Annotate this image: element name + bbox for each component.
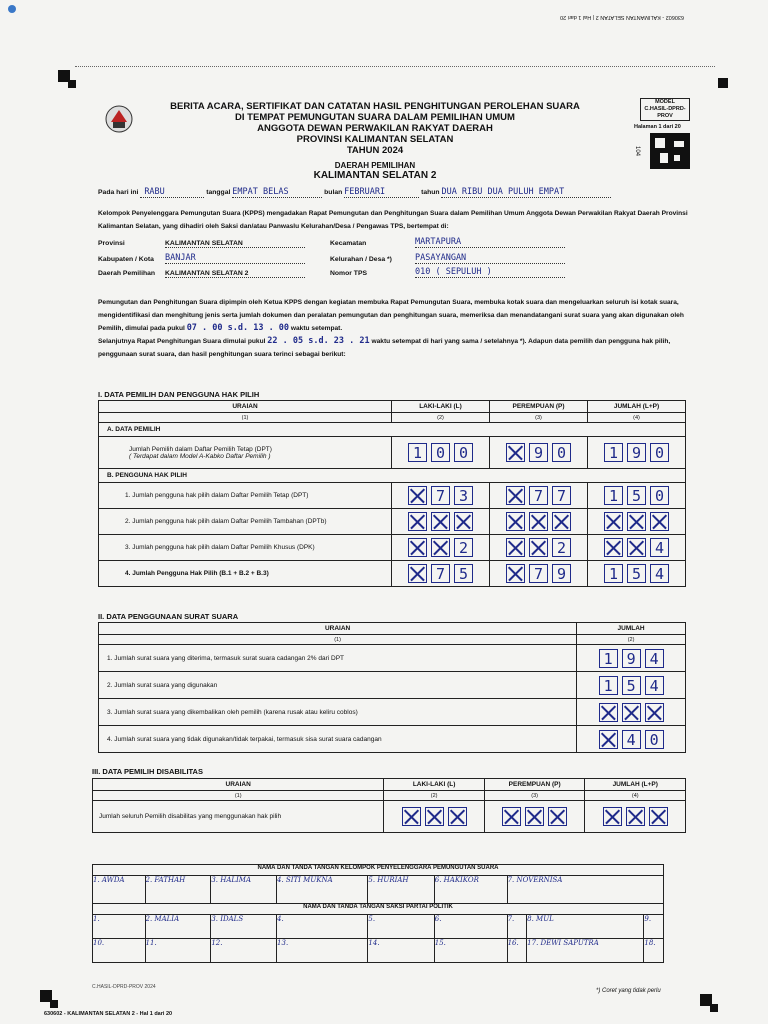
s1-sub: (1) xyxy=(99,413,392,423)
digit-box: 1 xyxy=(604,564,623,583)
crossed-digit-box xyxy=(408,564,427,583)
digit-box: 4 xyxy=(650,538,669,557)
s1-group-b: B. PENGGUNA HAK PILIH xyxy=(99,469,686,483)
digit-box: 1 xyxy=(599,649,618,668)
s1-row-b2-l xyxy=(392,509,490,535)
crossed-digit-box xyxy=(402,807,421,826)
crossed-digit-box xyxy=(506,538,525,557)
signature-name: 6. xyxy=(434,915,442,923)
crossed-digit-box xyxy=(502,807,521,826)
title-line: DI TEMPAT PEMUNGUTAN SUARA DALAM PEMILIHAN UMUM xyxy=(235,112,515,123)
s1-row-b3-p xyxy=(490,535,588,561)
qr-side-text: 104 xyxy=(634,145,641,157)
signature-name: 1. AWDA xyxy=(93,876,125,884)
counting-prefix: Selanjutnya Rapat Penghitungan Suara dimulai pukul xyxy=(98,338,266,345)
bottom-left-text: 630602 - KALIMANTAN SELATAN 2 - Hal 1 dari 20 xyxy=(44,1011,173,1017)
s3-header-l: LAKI-LAKI (L) xyxy=(384,779,484,791)
crossed-digit-box xyxy=(627,538,646,557)
s3-header-t: JUMLAH (L+P) xyxy=(585,779,686,791)
title-line: PROVINSI KALIMANTAN SELATAN xyxy=(296,134,454,145)
dapil-label: Daerah Pemilihan xyxy=(98,270,156,277)
signature-name: 11. xyxy=(145,939,157,947)
s1-row-a-label xyxy=(99,437,392,469)
s1-row-b4-t xyxy=(588,561,686,587)
digit-box: 5 xyxy=(622,676,641,695)
signature-cell xyxy=(93,939,146,963)
signature-name: 9. xyxy=(644,915,652,923)
digit-boxes xyxy=(504,444,573,462)
crossed-digit-box xyxy=(627,512,646,531)
s1-row-b3-l xyxy=(392,535,490,561)
s3-header-uraian: URAIAN xyxy=(93,779,384,791)
digit-box: 0 xyxy=(552,443,571,462)
signature-cell xyxy=(434,876,507,904)
section1-title: I. DATA PEMILIH DAN PENGGUNA HAK PILIH xyxy=(98,390,260,399)
signature-cell xyxy=(434,915,507,939)
corner-marker-br2 xyxy=(710,1004,718,1012)
footer-note: *) Coret yang tidak perlu xyxy=(596,988,661,994)
signature-cell xyxy=(644,939,664,963)
section3-title: III. DATA PEMILIH DISABILITAS xyxy=(92,767,203,776)
s1-row-a-t xyxy=(588,437,686,469)
model-line: PROV xyxy=(657,113,673,119)
provinsi-label: Provinsi xyxy=(98,240,125,247)
day-label: Pada hari ini xyxy=(98,189,139,196)
qr-code xyxy=(650,133,690,169)
s1-row-b1-l xyxy=(392,483,490,509)
kecamatan-value: MARTAPURA xyxy=(415,237,565,248)
digit-box: 9 xyxy=(627,443,646,462)
model-line: C.HASIL-DPRD- xyxy=(644,106,686,112)
signature-cell xyxy=(434,939,507,963)
signature-name: 2. MALIA xyxy=(145,915,180,923)
signature-cell xyxy=(145,915,211,939)
signature-name: 7. xyxy=(507,915,515,923)
tps-value: 010 ( SEPULUH ) xyxy=(415,267,565,278)
signature-cell xyxy=(277,915,368,939)
signature-name: 18. xyxy=(644,939,656,947)
s2-sub: (2) xyxy=(577,635,686,645)
digit-box: 0 xyxy=(454,443,473,462)
digit-boxes xyxy=(406,565,475,583)
digit-boxes xyxy=(504,565,573,583)
signature-name: 3. IDALS xyxy=(211,915,244,923)
s1-sub: (2) xyxy=(392,413,490,423)
signature-name: 16. xyxy=(507,939,519,947)
s2-row1-value xyxy=(577,645,686,672)
crossed-digit-box xyxy=(529,512,548,531)
crossed-digit-box xyxy=(548,807,567,826)
s1-row-a-text: Jumlah Pemilih dalam Daftar Pemilih Tetap (DPT) xyxy=(129,445,272,453)
top-dotted-line xyxy=(75,66,715,67)
crossed-digit-box xyxy=(649,807,668,826)
signature-name: 14. xyxy=(368,939,380,947)
digit-box: 5 xyxy=(627,486,646,505)
signature-name: 3. HALIMA xyxy=(211,876,252,884)
saksi-sign-title: NAMA DAN TANDA TANGAN SAKSI PARTAI POLITIK xyxy=(93,904,664,915)
day-value: RABU xyxy=(140,187,204,198)
signature-name: 6. HAKIKOR xyxy=(434,876,479,884)
digit-boxes xyxy=(597,676,666,695)
crossed-digit-box xyxy=(603,807,622,826)
daerah-name: KALIMANTAN SELATAN 2 xyxy=(313,170,437,181)
kelurahan-label: Kelurahan / Desa *) xyxy=(330,256,392,263)
crossed-digit-box xyxy=(599,703,618,722)
s1-row-b4-p xyxy=(490,561,588,587)
kelurahan-value: PASAYANGAN xyxy=(415,253,565,264)
corner-blue-dot xyxy=(8,5,16,13)
s3-row-t xyxy=(585,801,686,833)
crossed-digit-box xyxy=(506,564,525,583)
signature-cell xyxy=(145,876,211,904)
crossed-digit-box xyxy=(529,538,548,557)
digit-box: 1 xyxy=(604,486,623,505)
dapil-value: KALIMANTAN SELATAN 2 xyxy=(165,270,305,278)
crossed-digit-box xyxy=(650,512,669,531)
year-label: tahun xyxy=(421,189,440,196)
s1-row-a-note: ( Terdapat dalam Model A-Kabko Daftar Pemilih ) xyxy=(129,452,271,460)
crossed-digit-box xyxy=(599,730,618,749)
signature-cell xyxy=(93,915,146,939)
s1-group-a: A. DATA PEMILIH xyxy=(99,423,686,437)
signature-name: 5. xyxy=(368,915,376,923)
procedure-paragraph xyxy=(98,296,693,361)
title-line: BERITA ACARA, SERTIFIKAT DAN CATATAN HASIL PENGHITUNGAN PEROLEHAN SUARA xyxy=(170,101,580,112)
digit-boxes xyxy=(597,730,666,749)
signature-cell xyxy=(507,939,527,963)
signature-name: 4. xyxy=(277,915,284,923)
model-box xyxy=(640,98,690,121)
signature-name: 13. xyxy=(277,939,289,947)
s1-row-b3-label: 3. Jumlah pengguna hak pilih dalam Daftar Pemilih Khusus (DPK) xyxy=(99,535,392,561)
s1-header-t: JUMLAH (L+P) xyxy=(588,401,686,413)
date-value: EMPAT BELAS xyxy=(232,187,322,198)
s1-row-b1-p xyxy=(490,483,588,509)
s2-row2-value xyxy=(577,672,686,699)
s2-row2-label: 2. Jumlah surat suara yang digunakan xyxy=(99,672,577,699)
signature-name: 2. FATHAH xyxy=(145,876,186,884)
digit-boxes xyxy=(406,487,475,505)
digit-box: 0 xyxy=(650,443,669,462)
s1-row-a-l xyxy=(392,437,490,469)
time-range-1: 07 . 00 s.d. 13 . 00 xyxy=(186,323,290,333)
s3-sub: (1) xyxy=(93,791,384,801)
s1-row-b3-t xyxy=(588,535,686,561)
section2-table xyxy=(98,622,686,753)
digit-box: 4 xyxy=(622,730,641,749)
signature-name: 5. HURIAH xyxy=(368,876,409,884)
digit-boxes xyxy=(601,813,670,820)
digit-boxes xyxy=(597,709,666,716)
crossed-digit-box xyxy=(525,807,544,826)
signature-cell xyxy=(507,915,527,939)
crossed-digit-box xyxy=(622,703,641,722)
s3-row-p xyxy=(484,801,585,833)
section1-table xyxy=(98,400,686,587)
digit-box: 7 xyxy=(552,486,571,505)
s3-row-l xyxy=(384,801,484,833)
s3-sub: (2) xyxy=(384,791,484,801)
digit-box: 2 xyxy=(552,538,571,557)
digit-box: 0 xyxy=(650,486,669,505)
crossed-digit-box xyxy=(506,443,525,462)
crossed-digit-box xyxy=(645,703,664,722)
time-suffix-1: waktu setempat. xyxy=(290,325,343,332)
digit-box: 7 xyxy=(529,564,548,583)
crossed-digit-box xyxy=(408,486,427,505)
counting-suffix: waktu setempat di hari yang sama / setelahnya *). Adapun data pemilih dan pengguna hak pilih, penggunaan surat suara, dan hasil penghitungan suara terinci sebagai berikut: xyxy=(98,338,671,358)
month-value: FEBRUARI xyxy=(344,187,419,198)
s2-header-uraian: URAIAN xyxy=(99,623,577,635)
signature-cell xyxy=(507,876,663,904)
s1-row-b4-l xyxy=(392,561,490,587)
s1-row-b1-t xyxy=(588,483,686,509)
crossed-digit-box xyxy=(431,538,450,557)
s1-sub: (4) xyxy=(588,413,686,423)
year-value: DUA RIBU DUA PULUH EMPAT xyxy=(441,187,611,198)
digit-boxes xyxy=(406,518,475,525)
digit-boxes xyxy=(500,813,569,820)
digit-boxes xyxy=(602,487,671,505)
s3-sub: (3) xyxy=(484,791,585,801)
signature-cell xyxy=(145,939,211,963)
signature-name: 12. xyxy=(211,939,223,947)
crossed-digit-box xyxy=(454,512,473,531)
corner-marker-tr xyxy=(718,78,728,88)
digit-boxes xyxy=(597,649,666,668)
digit-box: 4 xyxy=(645,676,664,695)
signature-name: 17. DEWI SAPUTRA xyxy=(527,939,599,947)
signature-cell xyxy=(368,915,434,939)
signature-cell xyxy=(368,939,434,963)
footer-left: C.HASIL-DPRD-PROV 2024 xyxy=(92,984,156,990)
signature-name: 7. NOVERNISA xyxy=(507,876,563,884)
date-label: tanggal xyxy=(206,189,231,196)
digit-boxes xyxy=(406,539,475,557)
halaman-label: Halaman 1 dari 20 xyxy=(634,124,681,130)
top-edge-text: 630602 - KALIMANTAN SELATAN 2 | Hal 1 dari 20 xyxy=(560,14,685,20)
signature-cell xyxy=(277,876,368,904)
digit-box: 7 xyxy=(431,486,450,505)
digit-boxes xyxy=(400,813,469,820)
signature-cell xyxy=(93,876,146,904)
digit-box: 1 xyxy=(408,443,427,462)
digit-boxes xyxy=(504,487,573,505)
digit-box: 4 xyxy=(645,649,664,668)
signature-cell xyxy=(527,939,644,963)
s1-row-b2-label: 2. Jumlah pengguna hak pilih dalam Daftar Pemilih Tambahan (DPTb) xyxy=(99,509,392,535)
signature-cell xyxy=(211,939,277,963)
signature-cell xyxy=(644,915,664,939)
tps-label: Nomor TPS xyxy=(330,270,368,277)
s2-row4-label: 4. Jumlah surat suara yang tidak digunakan/tidak terpakai, termasuk sisa surat suara cadangan xyxy=(99,726,577,753)
digit-box: 2 xyxy=(454,538,473,557)
kpps-sign-title: NAMA DAN TANDA TANGAN KELOMPOK PENYELENGGARA PEMUNGUTAN SUARA xyxy=(93,865,664,876)
date-line xyxy=(98,187,698,198)
digit-box: 5 xyxy=(627,564,646,583)
digit-box: 5 xyxy=(454,564,473,583)
s3-row-label: Jumlah seluruh Pemilih disabilitas yang menggunakan hak pilih xyxy=(93,801,384,833)
crossed-digit-box xyxy=(626,807,645,826)
s3-sub: (4) xyxy=(585,791,686,801)
crossed-digit-box xyxy=(604,538,623,557)
provinsi-value: KALIMANTAN SELATAN xyxy=(165,240,305,248)
kabupaten-value: BANJAR xyxy=(165,253,305,264)
procedure-text: Pemungutan dan Penghitungan Suara dipimpin oleh Ketua KPPS dengan kegiatan membuka Rapat Pemungutan Suara, membuka kotak suara dan mengeluarkan seluruh isi kotak suara, mengidentifikasi dan menghitung jenis serta jumlah dokumen dan peralatan pemungutan dan penghitungan suara, memeriksa dan menandatangani surat suara yang akan digunakan oleh Pemilih, dimulai pada pukul xyxy=(98,299,684,332)
kecamatan-label: Kecamatan xyxy=(330,240,367,247)
s1-header-p: PEREMPUAN (P) xyxy=(490,401,588,413)
digit-box: 9 xyxy=(552,564,571,583)
digit-box: 1 xyxy=(604,443,623,462)
digit-box: 0 xyxy=(431,443,450,462)
digit-boxes xyxy=(406,444,475,462)
digit-box: 7 xyxy=(431,564,450,583)
crossed-digit-box xyxy=(408,512,427,531)
document-title xyxy=(150,101,600,156)
digit-box: 1 xyxy=(599,676,618,695)
signature-cell xyxy=(211,915,277,939)
s1-row-b4-label: 4. Jumlah Pengguna Hak Pilih (B.1 + B.2 + B.3) xyxy=(99,561,392,587)
s2-row1-label: 1. Jumlah surat suara yang diterima, termasuk surat suara cadangan 2% dari DPT xyxy=(99,645,577,672)
signature-cell xyxy=(211,876,277,904)
digit-box: 7 xyxy=(529,486,548,505)
crossed-digit-box xyxy=(408,538,427,557)
signature-name: 1. xyxy=(93,915,100,923)
s1-header-l: LAKI-LAKI (L) xyxy=(392,401,490,413)
s1-header-uraian: URAIAN xyxy=(99,401,392,413)
crossed-digit-box xyxy=(448,807,467,826)
signature-cell xyxy=(368,876,434,904)
digit-box: 9 xyxy=(529,443,548,462)
digit-box: 4 xyxy=(650,564,669,583)
signature-name: 4. SITI MUKNA xyxy=(277,876,333,884)
s1-row-a-p xyxy=(490,437,588,469)
signature-name: 15. xyxy=(434,939,446,947)
title-line: TAHUN 2024 xyxy=(346,145,404,156)
title-line: ANGGOTA DEWAN PERWAKILAN RAKYAT DAERAH xyxy=(257,123,493,134)
s2-row3-label: 3. Jumlah surat suara yang dikembalikan oleh pemilih (karena rusak atau keliru coblos) xyxy=(99,699,577,726)
s3-header-p: PEREMPUAN (P) xyxy=(484,779,585,791)
s2-row3-value xyxy=(577,699,686,726)
s2-row4-value xyxy=(577,726,686,753)
signature-cell xyxy=(277,939,368,963)
model-line: MODEL xyxy=(655,99,675,105)
digit-box: 3 xyxy=(454,486,473,505)
month-label: bulan xyxy=(324,189,343,196)
signature-cell xyxy=(527,915,644,939)
crossed-digit-box xyxy=(604,512,623,531)
crossed-digit-box xyxy=(506,512,525,531)
digit-box: 0 xyxy=(645,730,664,749)
digit-boxes xyxy=(602,565,671,583)
s1-row-b2-p xyxy=(490,509,588,535)
digit-boxes xyxy=(504,518,573,525)
digit-boxes xyxy=(504,539,573,557)
corner-marker-tl2 xyxy=(68,80,76,88)
digit-boxes xyxy=(602,539,671,557)
s2-sub: (1) xyxy=(99,635,577,645)
daerah-title: DAERAH PEMILIHAN xyxy=(334,161,416,170)
section2-title: II. DATA PENGGUNAAN SURAT SUARA xyxy=(98,612,239,621)
crossed-digit-box xyxy=(506,486,525,505)
signature-name: 8. MUL xyxy=(527,915,554,923)
s1-row-b2-t xyxy=(588,509,686,535)
signature-table xyxy=(92,864,664,963)
crossed-digit-box xyxy=(431,512,450,531)
section3-table xyxy=(92,778,686,833)
s1-row-b1-label: 1. Jumlah pengguna hak pilih dalam Daftar Pemilih Tetap (DPT) xyxy=(99,483,392,509)
crossed-digit-box xyxy=(552,512,571,531)
s1-sub: (3) xyxy=(490,413,588,423)
digit-boxes xyxy=(602,518,671,525)
crossed-digit-box xyxy=(425,807,444,826)
time-range-2: 22 . 05 s.d. 23 . 21 xyxy=(267,336,370,346)
digit-boxes xyxy=(602,444,671,462)
intro-paragraph: Kelompok Penyelenggara Pemungutan Suara (KPPS) mengadakan Rapat Pemungutan dan Penghitungan Suara dalam Pemilihan Umum Anggota Dewan Perwakilan Rakyat Daerah Provinsi Kalimantan Selatan, yang dihadiri oleh Saksi dan/atau Panwaslu Kelurahan/Desa / Pengawas TPS, bertempat di: xyxy=(98,210,688,230)
s2-header-jumlah: JUMLAH xyxy=(577,623,686,635)
digit-box: 9 xyxy=(622,649,641,668)
corner-marker-bl2 xyxy=(50,1000,58,1008)
kabupaten-label: Kabupaten / Kota xyxy=(98,256,154,263)
kpu-logo xyxy=(102,102,136,136)
signature-name: 10. xyxy=(93,939,105,947)
